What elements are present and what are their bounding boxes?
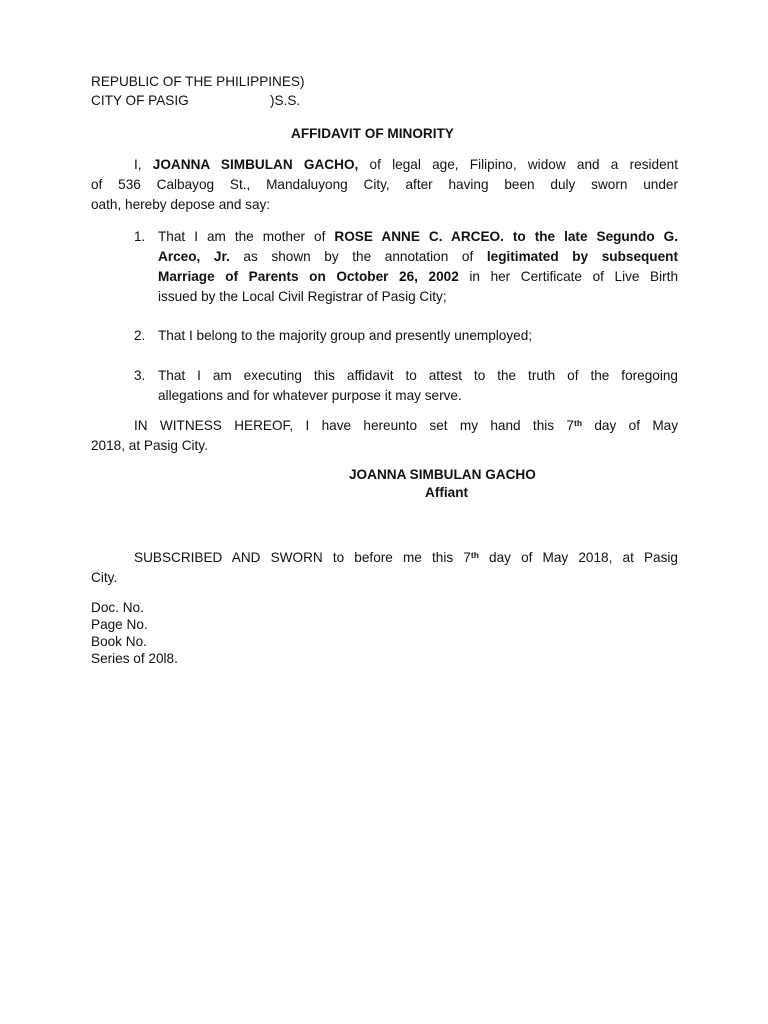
jurat-line-1: SUBSCRIBED AND SWORN to before me this 7th day of May 2018, at Pasig <box>134 550 678 565</box>
intro-line-3: oath, hereby depose and say: <box>91 197 271 212</box>
book-no: Book No. <box>91 634 147 649</box>
witness-line-1: IN WITNESS HEREOF, I have hereunto set my hand this 7th day of May <box>134 418 678 433</box>
series-no: Series of 20l8. <box>91 651 178 666</box>
item-1-line-4: issued by the Local Civil Registrar of Pasig City; <box>158 289 447 304</box>
affiant-name-inline: JOANNA SIMBULAN GACHO, <box>152 157 359 172</box>
item-3-line-1: That I am executing this affidavit to attest to the truth of the foregoing <box>158 368 678 383</box>
affiant-role: Affiant <box>425 485 469 500</box>
intro-line-2: of 536 Calbayog St., Mandaluyong City, after having been duly sworn under <box>91 177 678 192</box>
item-2-text: That I belong to the majority group and presently unemployed; <box>158 328 533 343</box>
venue-city: CITY OF PASIG <box>91 93 189 108</box>
affiant-signature-name: JOANNA SIMBULAN GACHO <box>349 467 536 482</box>
item-3-line-2: allegations and for whatever purpose it may serve. <box>158 388 462 403</box>
page-no: Page No. <box>91 617 148 632</box>
doc-no: Doc. No. <box>91 600 144 615</box>
intro-line-1: I, JOANNA SIMBULAN GACHO, of legal age, Filipino, widow and a resident <box>134 157 678 172</box>
item-1-line-3: Marriage of Parents on October 26, 2002 in her Certificate of Live Birth <box>158 269 679 284</box>
witness-line-2: 2018, at Pasig City. <box>91 438 208 453</box>
document-title: AFFIDAVIT OF MINORITY <box>291 126 454 141</box>
jurat-line-2: City. <box>91 570 118 585</box>
item-1-line-1: That I am the mother of ROSE ANNE C. ARCEO. to the late Segundo G. <box>158 229 678 244</box>
item-1-line-2: Arceo, Jr. as shown by the annotation of legitimated by subsequent <box>158 249 678 264</box>
item-1-number: 1. <box>134 229 146 244</box>
item-2-number: 2. <box>134 328 146 343</box>
venue-ss: )S.S. <box>270 93 301 108</box>
item-3-number: 3. <box>134 368 146 383</box>
venue-republic: REPUBLIC OF THE PHILIPPINES) <box>91 74 305 89</box>
